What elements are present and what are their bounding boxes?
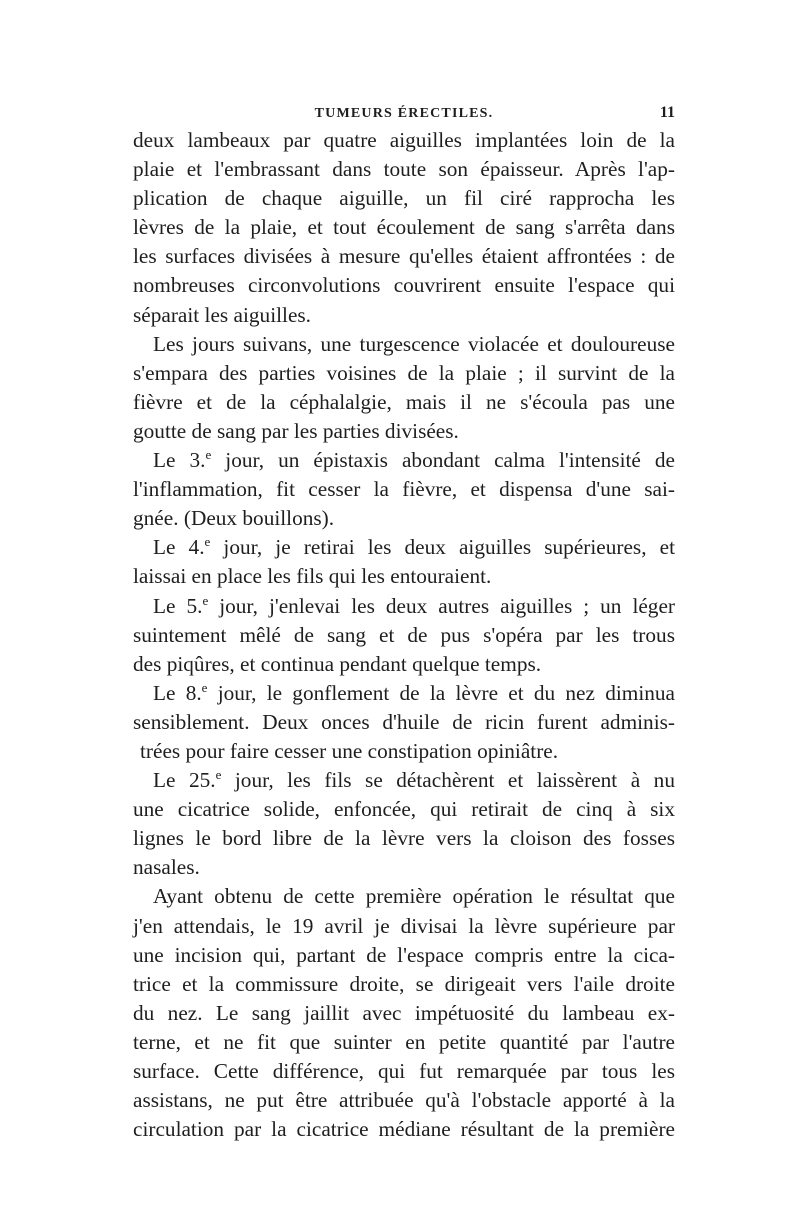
text-line: nombreuses circonvolutions couvrirent ensuite l'espace qui bbox=[133, 273, 675, 298]
text-line: Le 8.$^e$ jour, le gonflement de la lèvre et du nez diminua bbox=[153, 679, 675, 705]
text-line: surface. Cette différence, qui fut remarquée par tous les bbox=[133, 1059, 675, 1083]
text-line: des piqûres, et continua pendant quelque temps. bbox=[133, 651, 542, 676]
text-line: plication de chaque aiguille, un fil ciré rapprocha les bbox=[133, 186, 675, 211]
text-line: Les jours suivans, une turgescence violacée et douloureuse bbox=[153, 331, 675, 356]
text-line: plaie et l'embrassant dans toute son épaisseur. Après l'ap- bbox=[133, 157, 675, 182]
text-line: fièvre et de la céphalalgie, mais il ne s'écoula pas une bbox=[133, 389, 675, 414]
text-line: une cicatrice solide, enfoncée, qui retirait de cinq à six bbox=[133, 797, 675, 822]
page-number: 11 bbox=[659, 104, 675, 121]
text-line: lèvres de la plaie, et tout écoulement de sang s'arrêta dans bbox=[133, 215, 675, 240]
text-line: assistans, ne put être attribuée qu'à l'obstacle apporté à la bbox=[133, 1088, 675, 1113]
text-line: lignes le bord libre de la lèvre vers la cloison des fosses bbox=[133, 826, 675, 851]
text-line: les surfaces divisées à mesure qu'elles étaient affrontées : de bbox=[133, 244, 675, 269]
text-line: Ayant obtenu de cette première opération le résultat que bbox=[153, 884, 675, 909]
text-line: Le 5.$^e$ jour, j'enlevai les deux autres aiguilles ; un léger bbox=[153, 592, 676, 618]
text-line: circulation par la cicatrice médiane résultant de la première bbox=[133, 1117, 675, 1142]
text-line: Le 4.$^e$ jour, je retirai les deux aiguilles supérieures, et bbox=[153, 534, 676, 560]
text-line: trice et la commissure droite, se dirigeait vers l'aile droite bbox=[133, 971, 675, 996]
text-line: Le 25.$^e$ jour, les fils se détachèrent et laissèrent à nu bbox=[153, 766, 675, 793]
text-line: goutte de sang par les parties divisées. bbox=[133, 418, 459, 443]
text-line: gnée. (Deux bouillons). bbox=[133, 506, 335, 531]
body-text bbox=[133, 126, 675, 1144]
text-line: trées pour faire cesser une constipation opiniâtre. bbox=[140, 738, 559, 763]
text-line: Le 3.$^e$ jour, un épistaxis abondant calma l'intensité de bbox=[153, 446, 675, 473]
text-line: suintement mêlé de sang et de pus s'opéra par les trous bbox=[133, 622, 675, 647]
text-line: l'inflammation, fit cesser la fièvre, et dispensa d'une sai- bbox=[133, 477, 675, 502]
text-line: sensiblement. Deux onces d'huile de ricin furent adminis- bbox=[133, 709, 675, 734]
text-line: deux lambeaux par quatre aiguilles implantées loin de la bbox=[133, 128, 675, 152]
text-line: s'empara des parties voisines de la plaie ; il survint de la bbox=[133, 360, 675, 385]
text-line: du nez. Le sang jaillit avec impétuosité du lambeau ex- bbox=[133, 1000, 675, 1025]
running-head bbox=[133, 103, 675, 127]
text-line: nasales. bbox=[133, 855, 200, 880]
text-line: laissai en place les fils qui les entouraient. bbox=[133, 564, 492, 589]
text-line: une incision qui, partant de l'espace compris entre la cica- bbox=[133, 942, 675, 967]
text-line: terne, et ne fit que suinter en petite quantité par l'autre bbox=[133, 1029, 675, 1054]
running-title: TUMEURS ÉRECTILES. bbox=[314, 106, 494, 121]
text-line: séparait les aiguilles. bbox=[133, 302, 312, 327]
text-line: j'en attendais, le 19 avril je divisai la lèvre supérieure par bbox=[133, 913, 675, 938]
